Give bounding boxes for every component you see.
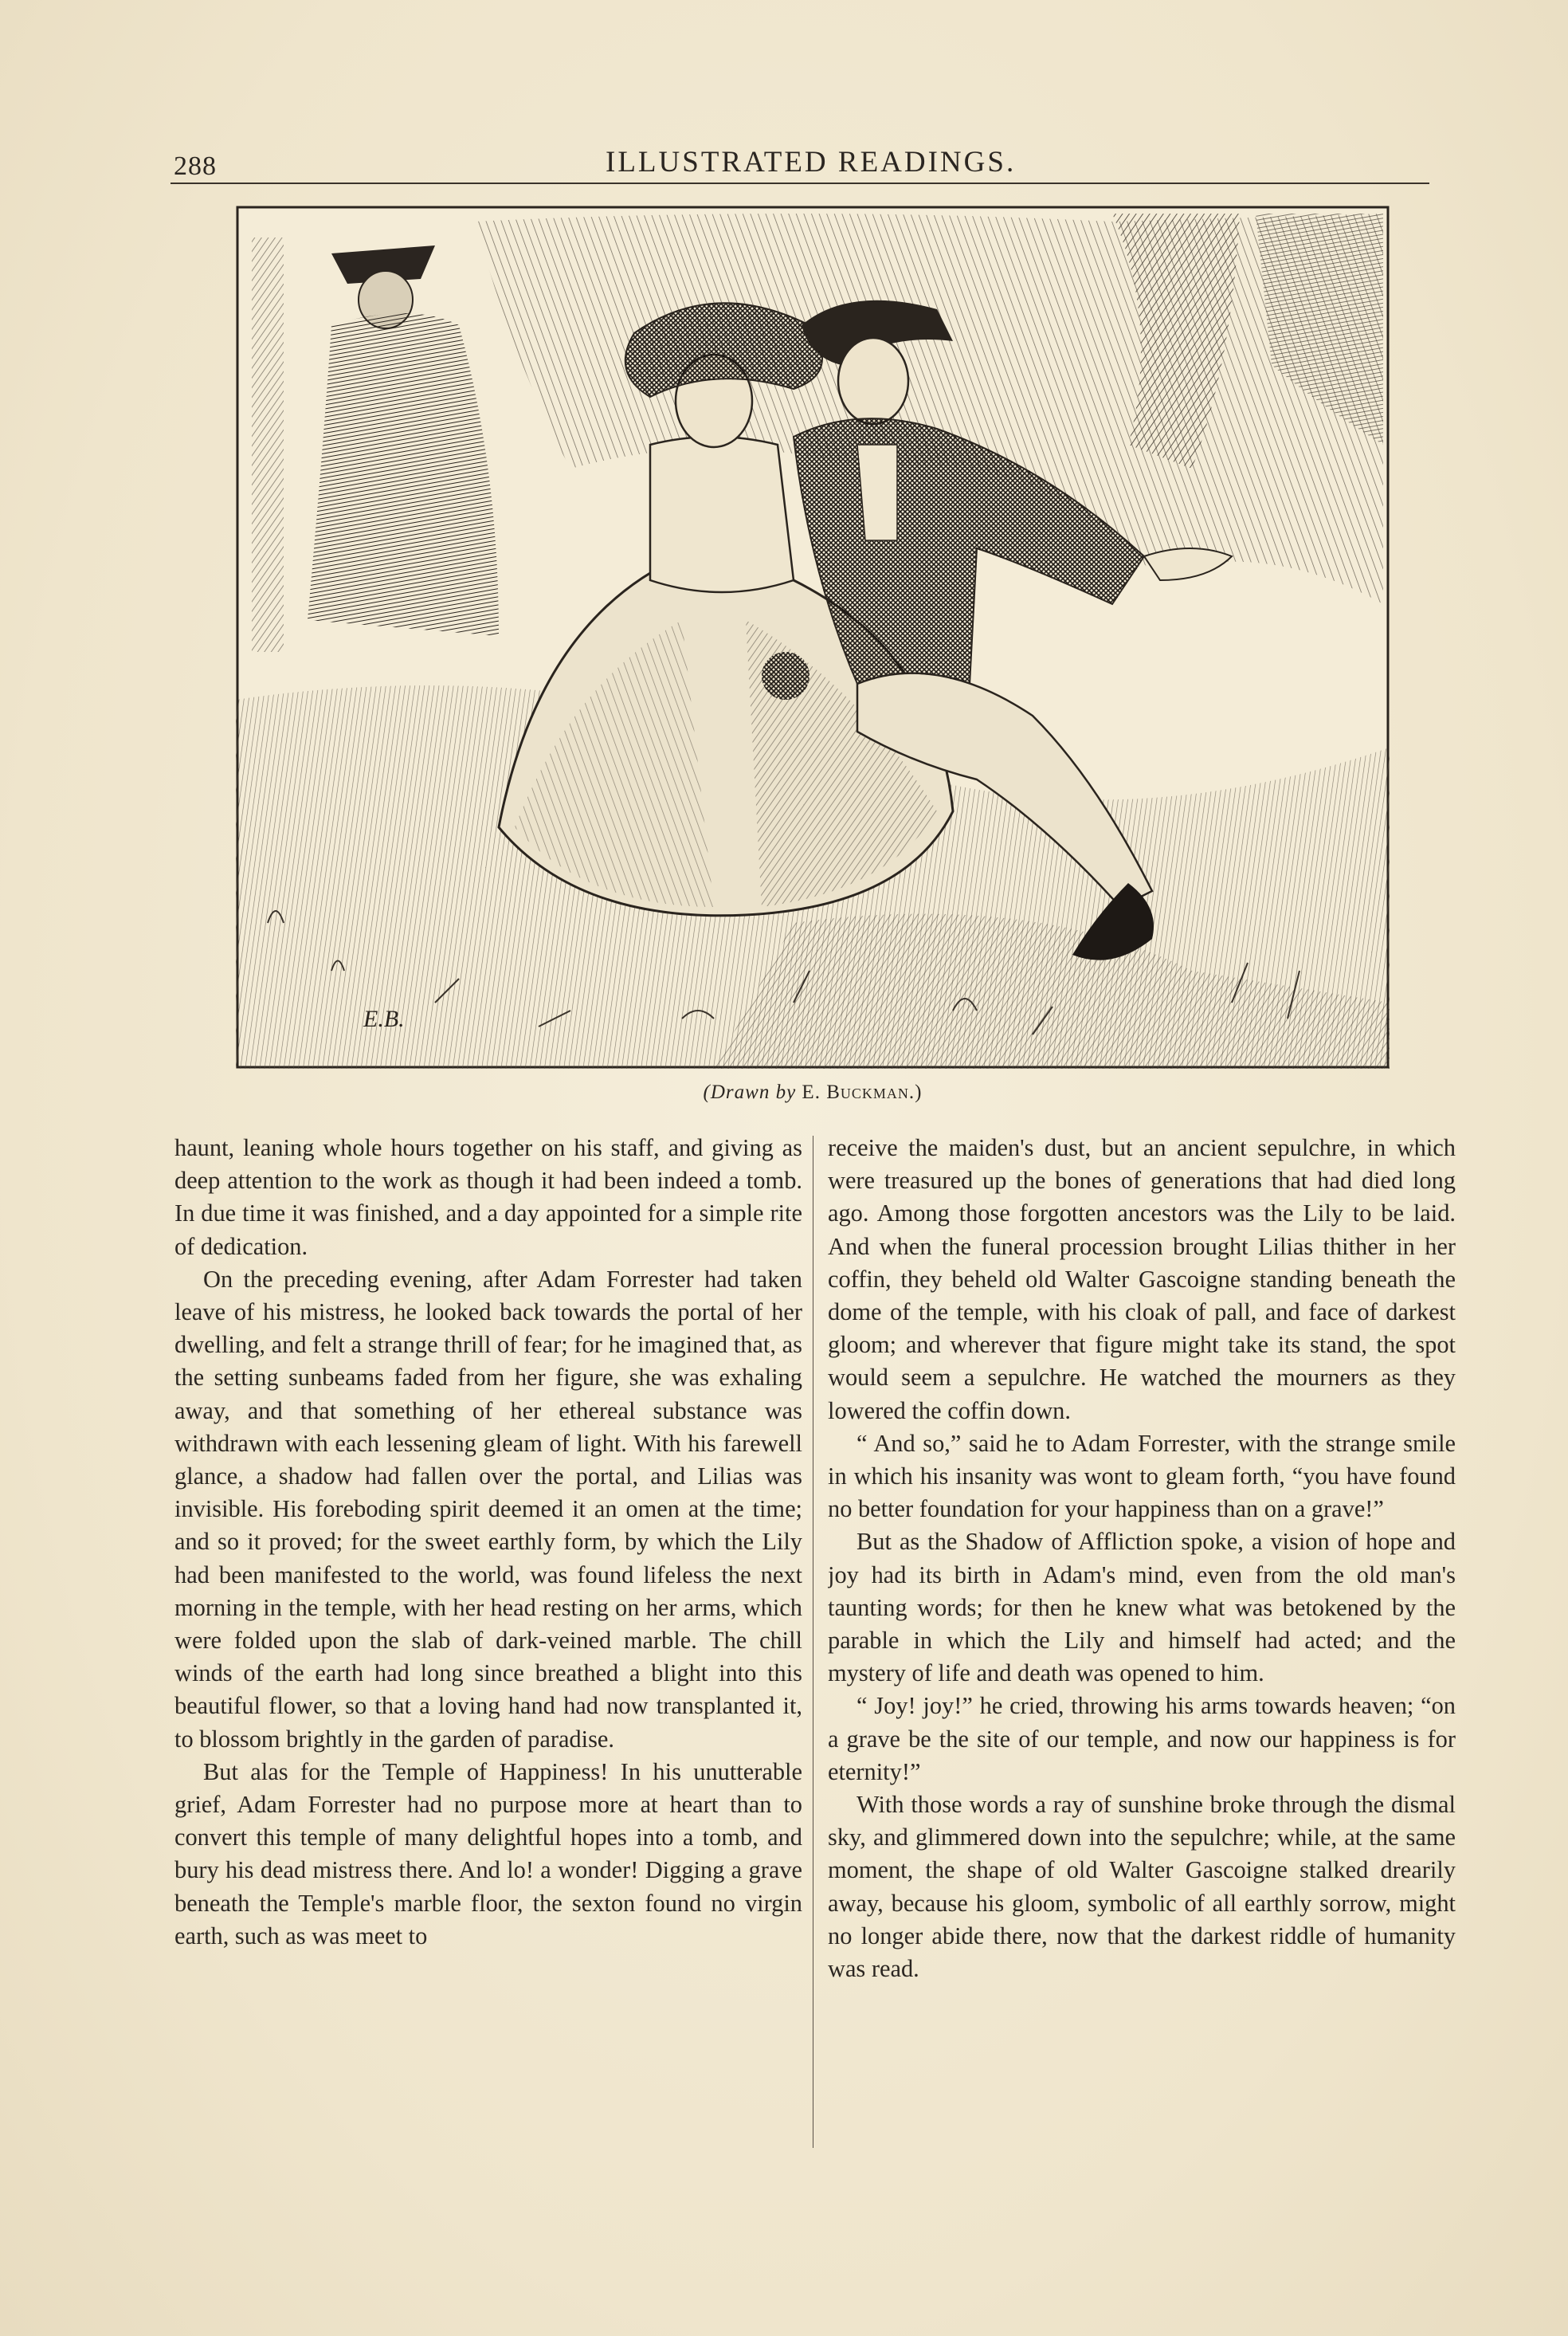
paragraph: receive the maiden's dust, but an ancient sepulchre, in which were treasured up the bones of generations that had died long ago. Among those forgotten ancestors was the Lily to be laid. And when the funeral procession brought Lilias thither in her coffin, they beheld old Walter Gascoigne standing beneath the dome of the temple, with his cloak of pall, and face of darkest gloom; and wherever that figure might take its stand, the spot would seem a sepulchre. He watched the mourners as they lowered the coffin down. xyxy=(828,1134,1456,1424)
paragraph: But alas for the Temple of Happiness! In his unutterable grief, Adam Forrester had no purpose more at heart than to convert this temple of many delightful hopes into a tomb, and bury his dead mistress there. And lo! a wonder! Digging a grave beneath the Temple's marble floor, the sexton found no virgin earth, such as was meet to xyxy=(174,1757,802,1949)
running-head-title: ILLUSTRATED READINGS. xyxy=(606,146,1017,179)
artist-signature: E.B. xyxy=(363,1006,405,1032)
right-column xyxy=(828,1132,1456,2152)
paragraph: But as the Shadow of Affliction spoke, a vision of hope and joy had its birth in Adam's mind, even from the old man's taunting words; for then he knew what was betokened by the parable in which the Lily and himself had acted; and the mystery of life and death was opened to him. xyxy=(828,1528,1456,1687)
illustration-caption xyxy=(236,1082,1390,1104)
paragraph: With those words a ray of sunshine broke through the dismal sky, and glimmered down into the sepulchre; while, at the same moment, the shape of old Walter Gascoigne stalked drearily away, because his gloom, symbolic of all earthly sorrow, might no longer abide there, now that the darkest riddle of humanity was read. xyxy=(828,1791,1456,1983)
paragraph: haunt, leaning whole hours together on his staff, and giving as deep attention to the work as though it had been indeed a tomb. In due time it was finished, and a day appointed for a simple rite of dedication. xyxy=(174,1134,802,1260)
caption-artist: E. Buckman.) xyxy=(802,1082,923,1103)
header-rule xyxy=(171,183,1429,184)
paragraph: On the preceding evening, after Adam Forrester had taken leave of his mistress, he looked back towards the portal of her dwelling, and felt a strange thrill of fear; for he imagined that, as the setting sunbeams faded from her figure, she was exhaling away, and that something of her ethereal substance was withdrawn with each lessening gleam of light. With his farewell glance, a shadow had fallen over the portal, and Lilias was invisible. His foreboding spirit deemed it an omen at the time; and so it proved; for the sweet earthly form, by which the Lily had been manifested to the world, was found lifeless the next morning in the temple, with her head resting on her arms, which were folded upon the slab of dark-veined marble. The chill winds of the earth had long since breathed a blight into this beautiful flower, so that a loving hand had now transplanted it, to blossom brightly in the garden of paradise. xyxy=(174,1265,802,1753)
paragraph: “ Joy! joy!” he cried, throwing his arms towards heaven; “on a grave be the site of our temple, and now our happiness is for eternity!” xyxy=(828,1692,1456,1785)
caption-drawn-by: (Drawn by xyxy=(703,1082,797,1103)
left-column xyxy=(174,1132,802,2152)
running-head xyxy=(171,145,1429,185)
page-number: 288 xyxy=(174,151,217,181)
paragraph: “ And so,” said he to Adam Forrester, with the strange smile in which his insanity was wont to gleam forth, “you have found no better foundation for your happiness than on a grave!” xyxy=(828,1429,1456,1523)
engraving-illustration xyxy=(236,206,1390,1069)
